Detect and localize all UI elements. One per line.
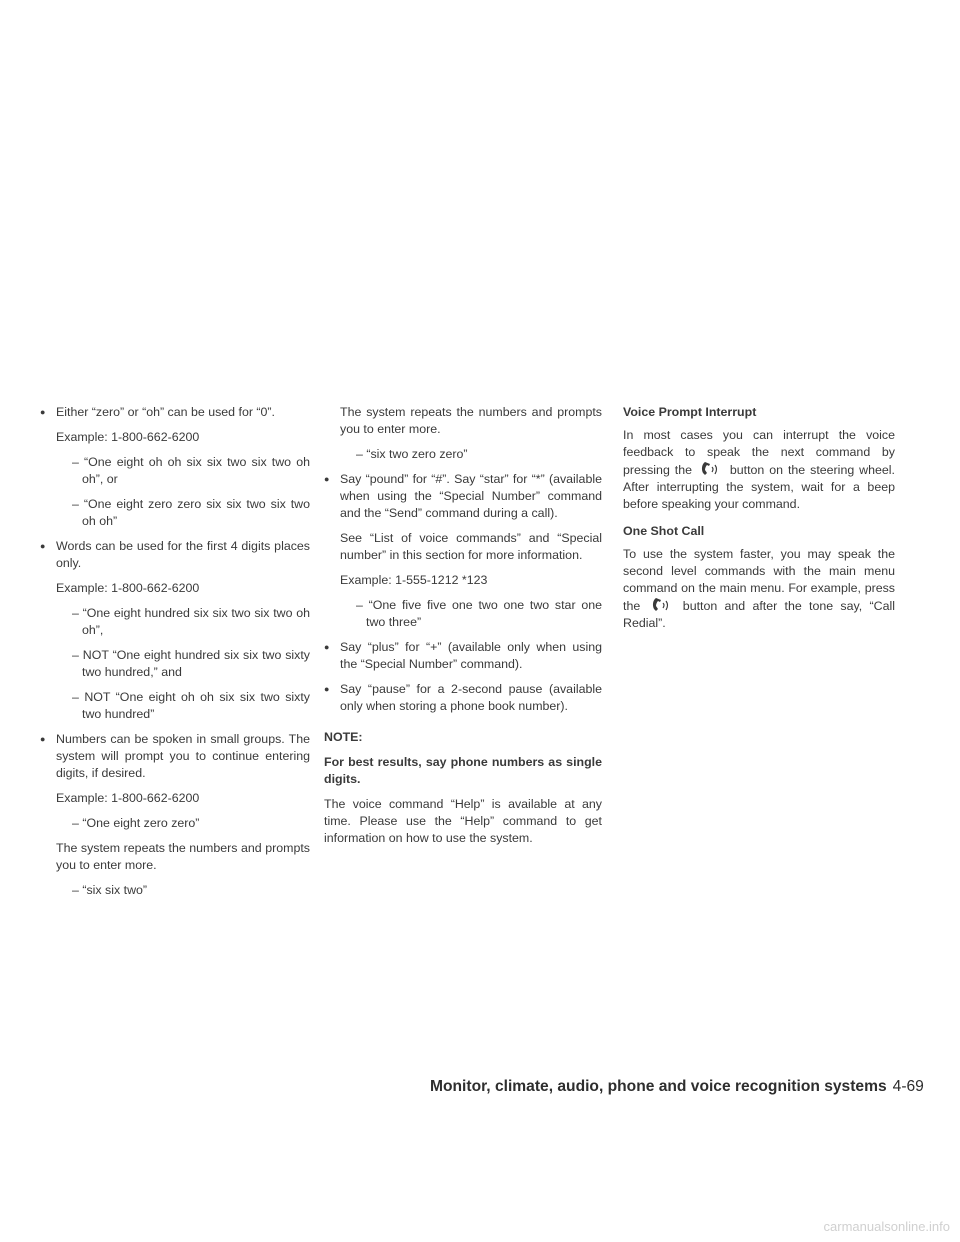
- bullet-pound-star: ● Say “pound” for “#”. Say “star” for “*” (available when using the “Special Number” command and the “Send” command during a call).: [324, 471, 602, 522]
- note-text: For best results, say phone numbers as single digits.: [324, 755, 602, 786]
- bullet-small-groups: ● Numbers can be spoken in small groups. The system will prompt you to continue entering digits, if desired.: [40, 731, 310, 782]
- paragraph-one-shot: [623, 546, 895, 632]
- section-heading-one-shot-call: One Shot Call: [623, 524, 705, 538]
- example-text: Example: 1-555-1212 *123: [340, 573, 488, 587]
- bullet-pause: ● Say “pause” for a 2-second pause (available only when storing a phone book number).: [324, 681, 602, 715]
- page-footer: [430, 1078, 924, 1098]
- paragraph-text: To use the system faster, you may speak the second level commands with the main menu command on the main menu. For example, press the: [623, 547, 895, 613]
- example-dash-item: – “One five five one two one two star one two three”: [324, 597, 602, 631]
- see-reference-text: See “List of voice commands” and “Special number” in this section for more information.: [340, 531, 602, 562]
- example-text: Example: 1-800-662-6200: [56, 791, 200, 805]
- example-dash-item: – “six two zero zero”: [324, 446, 602, 463]
- system-repeats-text: The system repeats the numbers and prompts you to enter more.: [340, 405, 602, 436]
- bullet-words-digits: ● Words can be used for the first 4 digits places only.: [40, 538, 310, 572]
- paragraph-text: button and after the tone say, “Call Redial”.: [623, 599, 895, 630]
- example-dash-item: – “six six two”: [40, 882, 310, 899]
- page-number: 4-69: [892, 1078, 924, 1095]
- watermark: carmanualsonline.info: [823, 1219, 950, 1234]
- note-label: NOTE:: [324, 730, 363, 744]
- paragraph-text: button on the steering wheel. After interrupting the system, wait for a beep before speaking your command.: [623, 463, 895, 511]
- column-left: [40, 404, 310, 907]
- footer-section-title: Monitor, climate, audio, phone and voice recognition systems: [430, 1078, 887, 1095]
- column-right: [623, 404, 895, 640]
- example-dash-item: – “One eight hundred six six two six two oh oh”,: [40, 605, 310, 639]
- example-dash-item: – “One eight zero zero six six two six two oh oh”: [40, 496, 310, 530]
- phone-voice-talk-icon: [650, 597, 674, 613]
- paragraph-interrupt: [623, 427, 895, 513]
- example-dash-item: – “One eight oh oh six six two six two oh oh”, or: [40, 454, 310, 488]
- paragraph-text: In most cases you can interrupt the voice feedback to speak the next command by pressing the: [623, 428, 895, 477]
- example-dash-item: – “One eight zero zero”: [40, 815, 310, 832]
- phone-voice-talk-icon: [699, 461, 723, 477]
- example-text: Example: 1-800-662-6200: [56, 430, 200, 444]
- bullet-zero-oh: ● Either “zero” or “oh” can be used for “0”.: [40, 404, 310, 421]
- help-paragraph: The voice command “Help” is available at any time. Please use the “Help” command to get information on how to use the system.: [324, 797, 602, 845]
- example-text: Example: 1-800-662-6200: [56, 581, 200, 595]
- column-middle: [324, 404, 602, 855]
- example-dash-item: – NOT “One eight hundred six six two sixty two hundred,” and: [40, 647, 310, 681]
- bullet-plus: ● Say “plus” for “+” (available only when using the “Special Number” command).: [324, 639, 602, 673]
- section-heading-voice-prompt-interrupt: Voice Prompt Interrupt: [623, 405, 757, 419]
- system-repeats-text: The system repeats the numbers and prompts you to enter more.: [56, 841, 310, 872]
- example-dash-item: – NOT “One eight oh oh six six two sixty two hundred”: [40, 689, 310, 723]
